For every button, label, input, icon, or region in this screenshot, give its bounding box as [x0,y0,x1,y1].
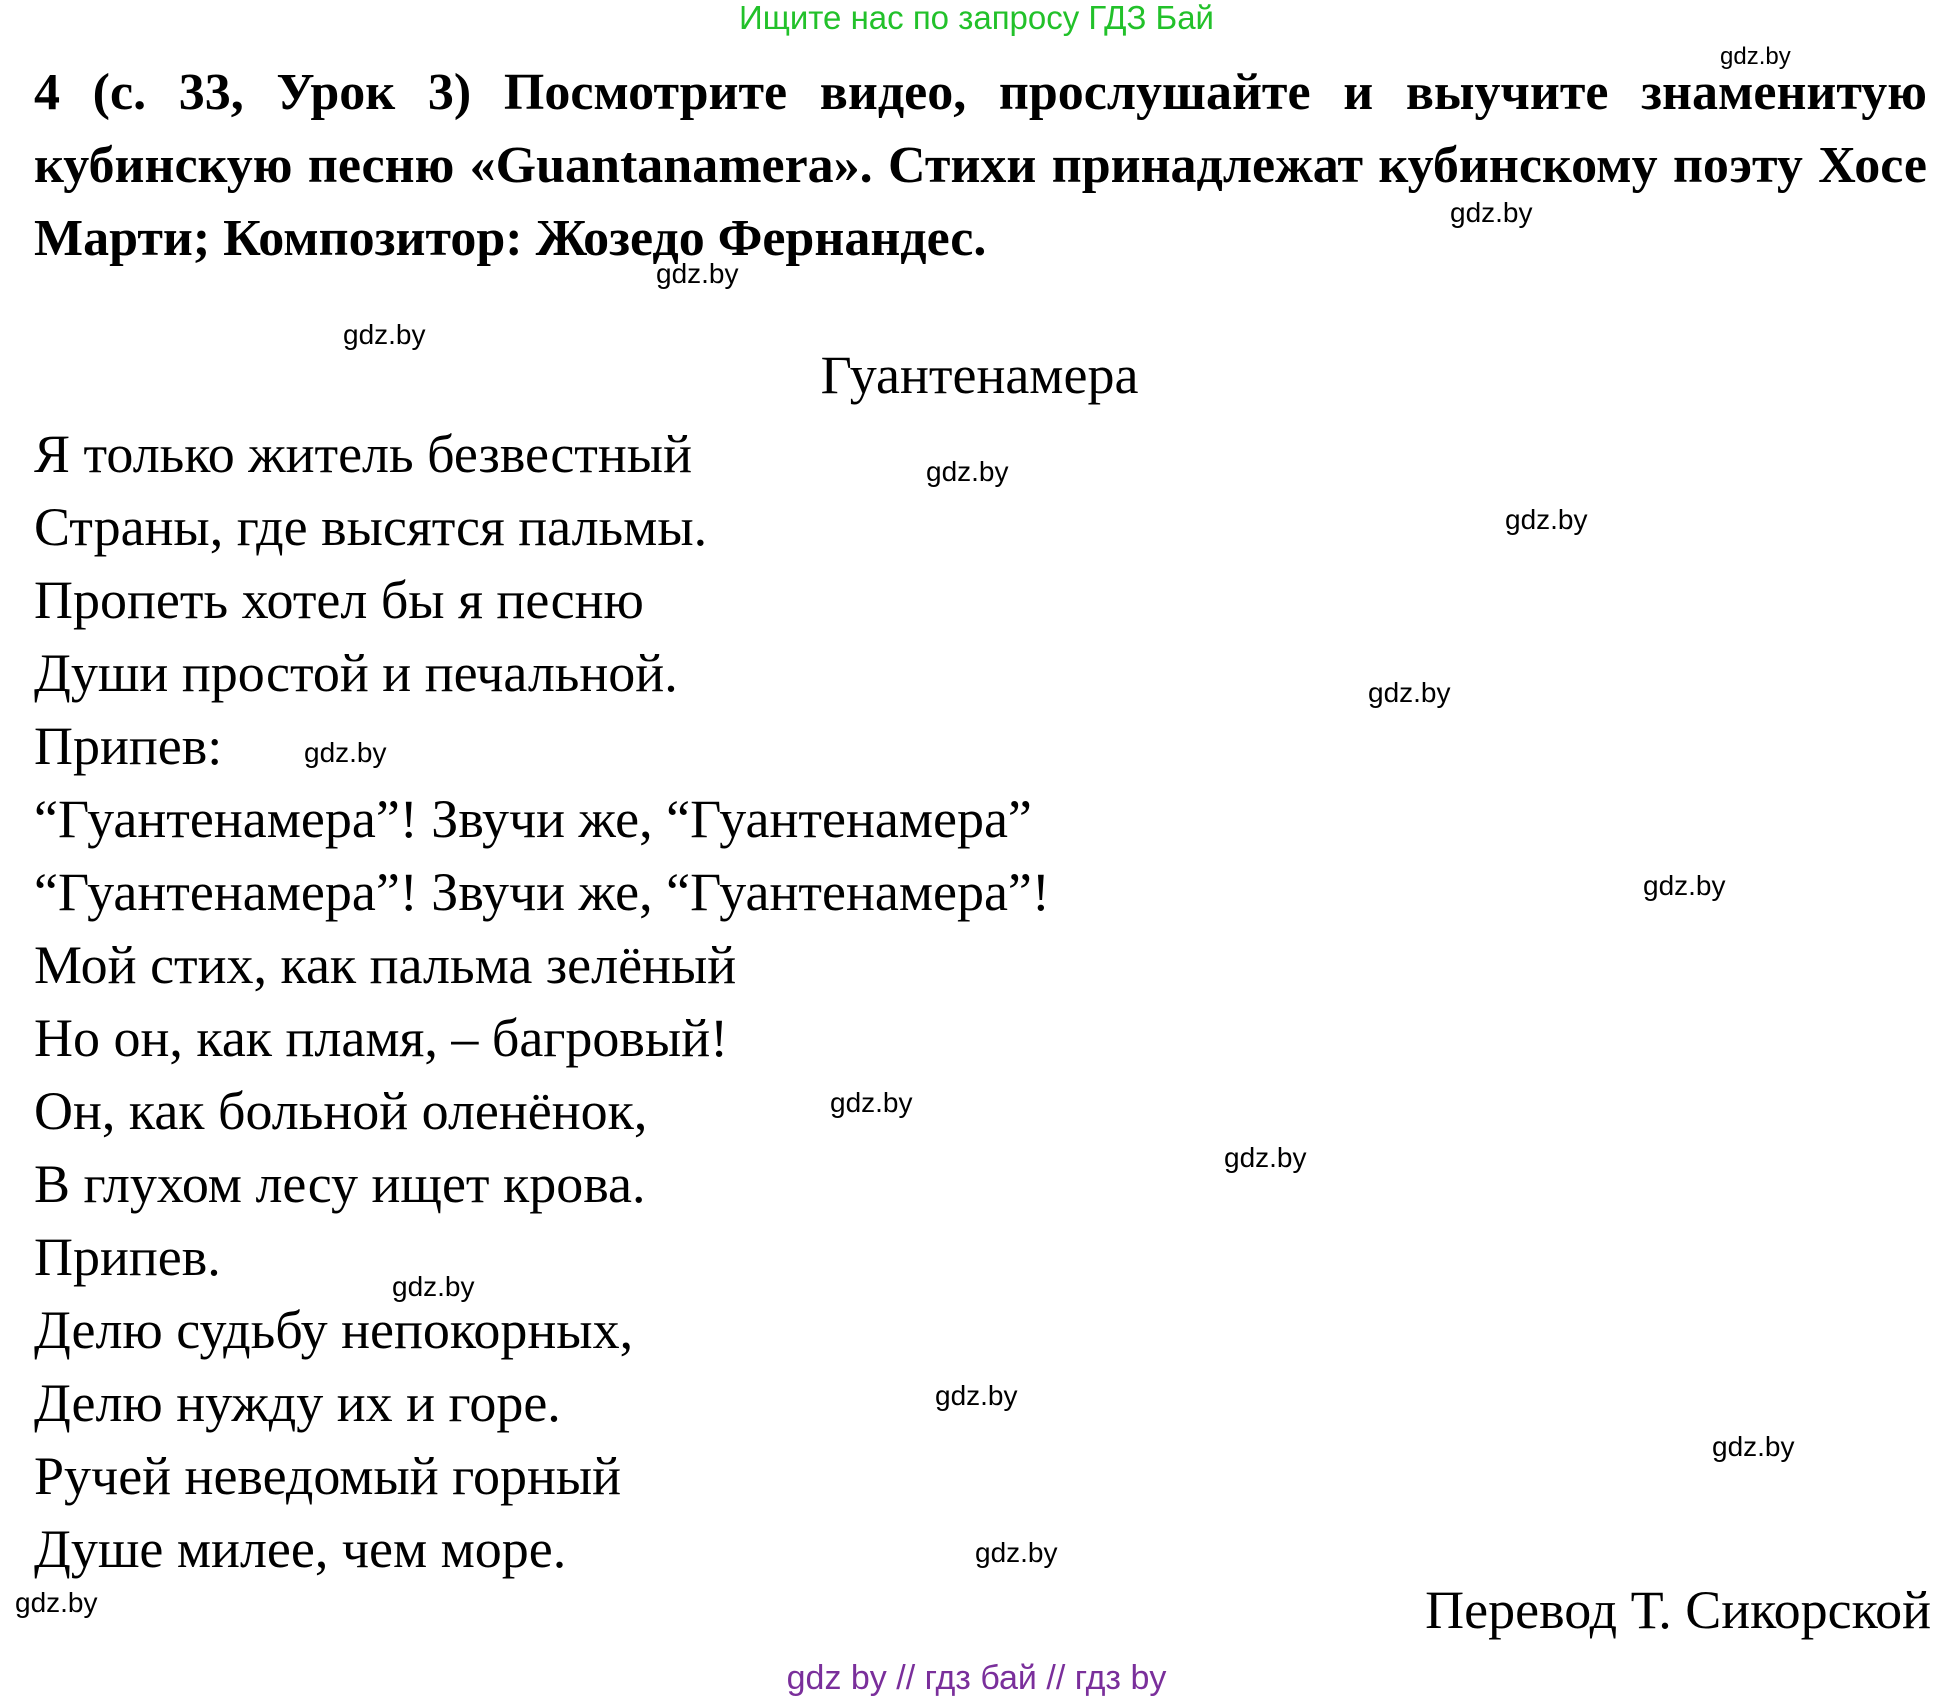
watermark: gdz.by [392,1271,475,1302]
watermark: gdz.by [1720,43,1791,70]
watermark: gdz.by [1712,1431,1795,1462]
lyric-line: Пропеть хотел бы я песню [34,570,644,630]
translator-credit: Перевод Т. Сикорской [1425,1580,1931,1640]
lyric-line: Делю нужду их и горе. [34,1373,561,1433]
watermark: gdz.by [343,319,426,350]
lyrics [34,418,1050,1586]
lyric-line: Мой стих, как пальма зелёный [34,935,737,995]
watermark: gdz.by [304,737,387,768]
lyric-line: “Гуантенамера”! Звучи же, “Гуантенамера” [34,789,1032,849]
watermark: gdz.by [1643,870,1726,901]
watermark: gdz.by [656,258,739,289]
song-title [0,345,1953,405]
lyric-line: Он, как больной оленёнок, [34,1081,648,1141]
watermark: gdz.by [1368,677,1451,708]
watermark: gdz.by [926,456,1009,487]
lyric-line: Припев: [34,716,223,776]
watermark: gdz.by [1505,504,1588,535]
watermark: gdz.by [935,1380,1018,1411]
lyric-line: “Гуантенамера”! Звучи же, “Гуантенамера”! [34,862,1050,922]
task-heading: 4 (с. 33, Урок 3) Посмотрите видео, прослушайте и выучите знаменитую кубинскую песню «Guantanamera». Стихи принадлежат кубинскому поэту Хосе Марти; Композитор: Жозедо Фернандес. [34,64,1927,267]
lyric-line: Я только житель безвестный [34,424,692,484]
lyric-line: Но он, как пламя, – багровый! [34,1008,729,1068]
top-banner[interactable]: Ищите нас по запросу ГДЗ Бай [739,0,1214,36]
watermark: gdz.by [975,1537,1058,1568]
watermark: gdz.by [1450,197,1533,228]
song-title-text: Гуантенамера [820,345,1139,405]
lyric-line: Страны, где высятся пальмы. [34,497,708,557]
lyric-line: В глухом лесу ищет крова. [34,1154,646,1214]
footer-banner[interactable]: gdz by // гдз бай // гдз by [786,1659,1167,1697]
lyric-line: Ручей неведомый горный [34,1446,622,1506]
lyric-line: Душе милее, чем море. [34,1519,567,1579]
watermark: gdz.by [15,1587,98,1618]
lyric-line: Припев. [34,1227,221,1287]
lyric-line: Делю судьбу непокорных, [34,1300,634,1360]
watermark: gdz.by [830,1087,913,1118]
lyric-line: Души простой и печальной. [34,643,678,703]
watermark: gdz.by [1224,1142,1307,1173]
